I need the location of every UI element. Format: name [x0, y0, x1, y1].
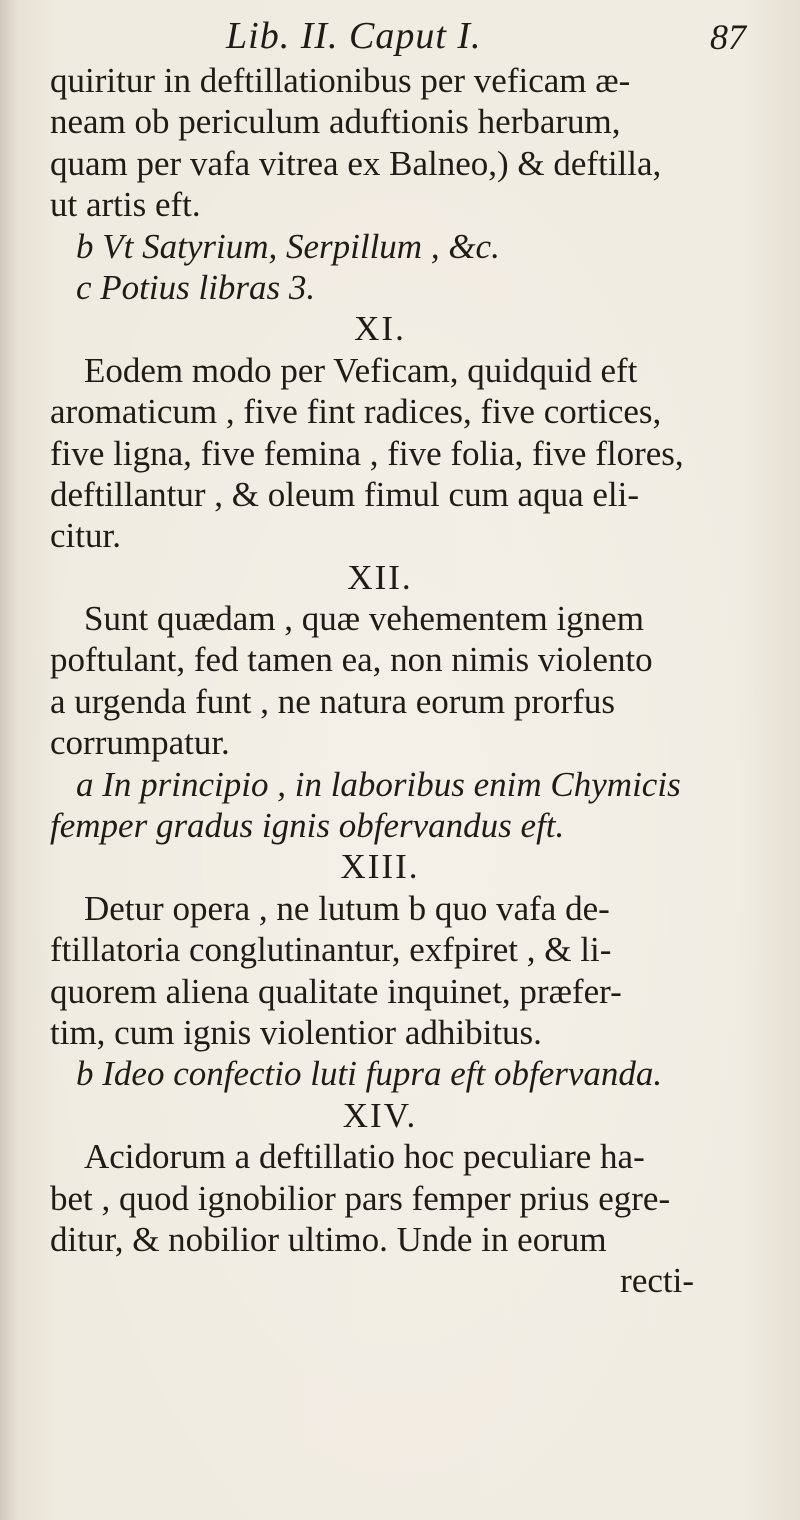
text-line: ftillatoria conglutinantur, exfpiret , & li- [50, 930, 612, 970]
text-line: quiritur in deftillationibus per veficam æ- [50, 61, 631, 100]
footnote-b: b Ideo confectio luti fupra eft obfervanda. [76, 1054, 663, 1094]
text-line: ditur, & nobilior ultimo. Unde in eorum [50, 1219, 607, 1259]
section-heading: XIV. [342, 1095, 418, 1135]
footnote-b: b Vt Satyrium, Serpillum , &c. [76, 226, 500, 266]
footnote-a-continued: femper gradus ignis obfervandus eft. [50, 806, 565, 846]
text-line: corrumpatur. [50, 723, 230, 763]
text-line: Detur opera , ne lutum b quo vafa de- [84, 888, 610, 928]
text-line: ut artis eft. [50, 185, 201, 225]
body-text [50, 60, 750, 1302]
page-number: 87 [710, 17, 746, 57]
section-heading: XII. [347, 557, 413, 597]
footnote-c: c Potius libras 3. [76, 267, 316, 307]
text-line: bet , quod ignobilior pars femper prius egre- [50, 1178, 671, 1218]
text-line: Sunt quædam , quæ vehementem ignem [84, 599, 644, 639]
text-line: Acidorum a deftillatio hoc peculiare ha- [84, 1137, 645, 1177]
page-gutter-shadow [0, 0, 18, 1520]
text-line: a urgenda funt , ne natura eorum prorfus [50, 681, 615, 721]
text-line: deftillantur , & oleum fimul cum aqua eli- [50, 474, 640, 514]
text-line: poftulant, fed tamen ea, non nimis violento [50, 640, 653, 680]
page-header [226, 14, 746, 62]
footnote-a: a In principio , in laboribus enim Chymicis [76, 764, 681, 804]
text-line: citur. [50, 516, 121, 556]
text-line: Eodem modo per Veficam, quidquid eft [84, 350, 638, 390]
text-line: five ligna, five femina , five folia, five flores, [50, 433, 684, 473]
catchword: recti- [620, 1261, 694, 1301]
running-head: Lib. II. Caput I. [226, 15, 482, 57]
section-heading: XIII. [340, 847, 420, 887]
text-line: aromaticum , five fint radices, five cortices, [50, 392, 662, 432]
text-line: quorem aliena qualitate inquinet, præfer- [50, 971, 622, 1011]
text-line: quam per vafa vitrea ex Balneo,) & deftilla, [50, 143, 662, 183]
section-heading: XI. [354, 309, 406, 349]
text-line: tim, cum ignis violentior adhibitus. [50, 1012, 542, 1052]
text-line: neam ob periculum aduftionis herbarum, [50, 102, 621, 142]
